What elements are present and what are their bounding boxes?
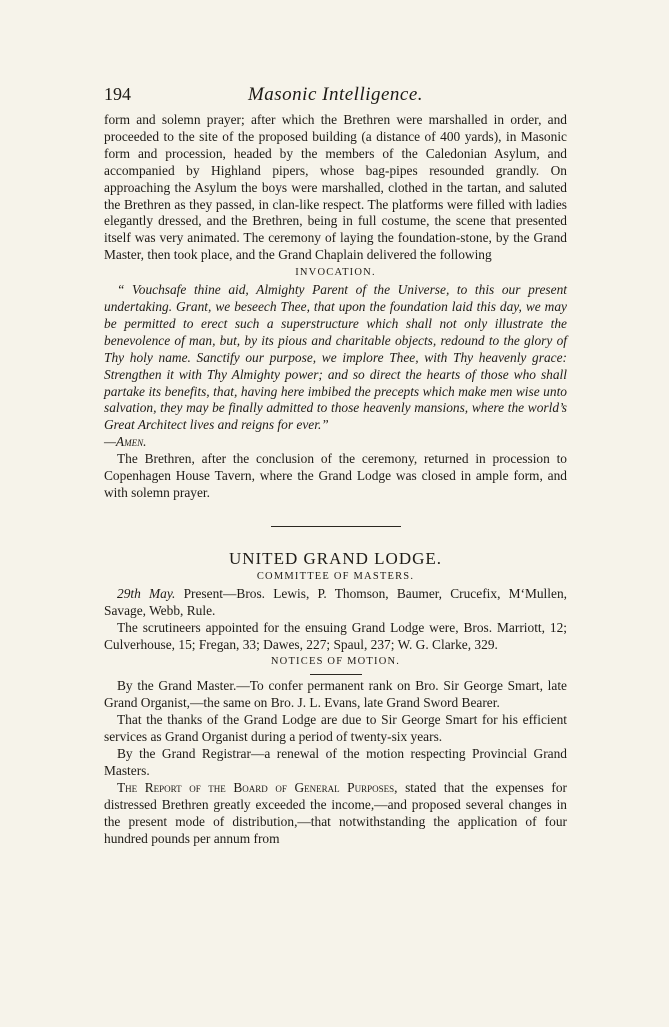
invocation-label: INVOCATION. [295,267,376,279]
present-paragraph [104,586,567,620]
notice-paragraph-3: By the Grand Registrar—a renewal of the motion respecting Provincial Grand Masters. [104,746,567,778]
committee-subheading: COMMITTEE OF MASTERS. [256,570,415,582]
notice-paragraph-2: That the thanks of the Grand Lodge are due to Sir George Smart for his efficient services as Grand Organist during a period of twenty-six years. [104,712,567,745]
report-text: stated that the expenses for distressed Brethren greatly exceeded the income,—and proposed several changes in the present mode of distribution,—that notwithstanding the application of four hundred pounds per annum from [104,779,567,846]
intro-paragraph: form and solemn prayer; after which the Brethren were marshalled in order, and proceeded to the site of the proposed building (a distance of 400 yards), in Masonic form and procession, headed by the members of the Caledonian Asylum, and accompanied by Highland pipers, whose bag-pipes resounded grandly. On approaching the Asylum the boys were marshalled, clothed in the tartan, and saluted the Brethren as they passed, in clan-like respect. The platforms were filled with ladies elegantly dressed, and the Brethren, being in full costume, the scene that presented itself was very animated. The ceremony of laying the foundation-stone, by the Grand Master, then took place, and the Grand Chaplain delivered the following [104,112,567,263]
scrutineers-paragraph: The scrutineers appointed for the ensuing Grand Lodge were, Bros. Marriott, 12; Culverhouse, 15; Fregan, 33; Dawes, 227; Spaul, 237; W. G. Clarke, 329. [104,619,567,652]
amen-text: —Amen. [104,434,147,450]
running-title: Masonic Intelligence. [247,84,424,105]
report-lead: The Report of the Board of General Purposes, [117,779,398,795]
section-divider [271,526,401,527]
notice-paragraph-1: By the Grand Master.—To confer permanent rank on Bro. Sir George Smart, late Grand Organist,—the same on Bro. J. L. Evans, late Grand Sword Bearer. [104,678,567,711]
page-header [104,84,567,112]
report-paragraph [104,780,567,848]
present-list: Present—Bros. Lewis, P. Thomson, Baumer, Crucefix, M‘Mullen, Savage, Webb, Rule. [104,585,567,618]
grand-lodge-heading: UNITED GRAND LODGE. [228,548,443,568]
notices-label: NOTICES OF MOTION. [270,656,401,668]
amen-line [104,434,567,451]
invocation-block [104,282,567,451]
meeting-date: 29th May. [117,585,176,601]
invocation-text: “ Vouchsafe thine aid, Almighty Parent of the Universe, to this our present undertaking. Grant, we beseech Thee, that upon the foundation laid this day, we may be permitted to erect such a superstructure which shall not only illustrate the benevolence of man, but, by its pious and charitable objects, redound to the glory of Thy holy name. Sanctify our purpose, we implore Thee, with Thy heavenly grace: Strengthen it with Thy Almighty power; and so direct the hearts of those who shall partake its benefits, that, having here imbibed the precepts which make men wise unto salvation, they may be finally admitted to those heavenly mansions, where the world’s Great Architect lives and reigns for ever.” [104,282,567,433]
closing-paragraph: The Brethren, after the conclusion of the ceremony, returned in procession to Copenhagen House Tavern, where the Grand Lodge was closed in ample form, and with solemn prayer. [104,451,567,500]
page-number: 194 [104,84,131,104]
notices-underline [310,674,362,675]
